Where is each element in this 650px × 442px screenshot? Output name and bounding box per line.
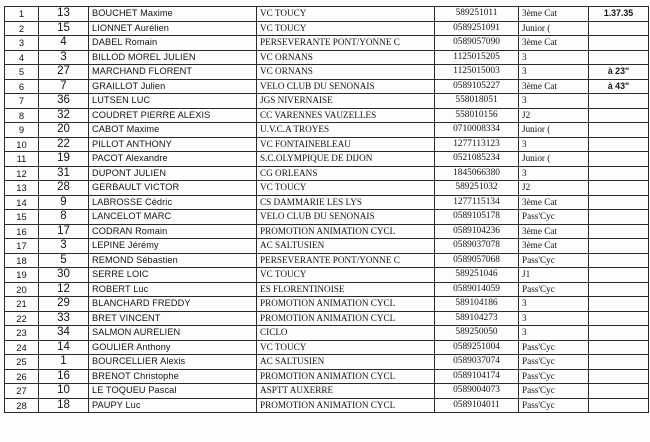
bib-number-cell: 13 — [39, 7, 89, 22]
club-cell: CICLO — [257, 326, 435, 341]
category-cell: 3ème Cat — [519, 239, 589, 254]
bib-number-cell: 3 — [39, 50, 89, 65]
club-cell: PROMOTION ANIMATION CYCL — [257, 398, 435, 413]
bib-number-cell: 15 — [39, 21, 89, 36]
club-cell: AC SALTUSIEN — [257, 355, 435, 370]
bib-number-cell: 12 — [39, 282, 89, 297]
rank-cell: 5 — [5, 65, 39, 80]
club-cell: VC TOUCY — [257, 268, 435, 283]
rank-cell: 6 — [5, 79, 39, 94]
time-gap-cell — [589, 195, 649, 210]
club-cell: VC TOUCY — [257, 21, 435, 36]
rider-name-cell: PILLOT ANTHONY — [89, 137, 257, 152]
club-cell: CC VARENNES VAUZELLES — [257, 108, 435, 123]
time-gap-cell — [589, 340, 649, 355]
table-row — [5, 108, 649, 123]
category-cell: 3 — [519, 94, 589, 109]
table-row — [5, 65, 649, 80]
category-cell: Pass'Cyc — [519, 398, 589, 413]
table-row — [5, 239, 649, 254]
rider-name-cell: DABEL Romain — [89, 36, 257, 51]
bib-number-cell: 28 — [39, 181, 89, 196]
time-gap-cell — [589, 326, 649, 341]
rank-cell: 22 — [5, 311, 39, 326]
club-cell: VELO CLUB DU SENONAIS — [257, 210, 435, 225]
club-cell: ES FLORENTINOISE — [257, 282, 435, 297]
time-gap-cell — [589, 239, 649, 254]
bib-number-cell: 32 — [39, 108, 89, 123]
rider-name-cell: LABROSSE Cédric — [89, 195, 257, 210]
rank-cell: 8 — [5, 108, 39, 123]
bib-number-cell: 3 — [39, 239, 89, 254]
table-row — [5, 195, 649, 210]
license-number-cell: 0589104236 — [435, 224, 519, 239]
license-number-cell: 0589251091 — [435, 21, 519, 36]
time-gap-cell: 1.37.35 — [589, 7, 649, 22]
license-number-cell: 558010156 — [435, 108, 519, 123]
rank-cell: 27 — [5, 384, 39, 399]
club-cell: VC ORNANS — [257, 50, 435, 65]
time-gap-cell — [589, 311, 649, 326]
license-number-cell: 0589037074 — [435, 355, 519, 370]
club-cell: PROMOTION ANIMATION CYCL — [257, 297, 435, 312]
table-row — [5, 369, 649, 384]
time-gap-cell — [589, 355, 649, 370]
bib-number-cell: 9 — [39, 195, 89, 210]
time-gap-cell — [589, 152, 649, 167]
club-cell: S.C.OLYMPIQUE DE DIJON — [257, 152, 435, 167]
license-number-cell: 1125015003 — [435, 65, 519, 80]
club-cell: VELO CLUB DU SENONAIS — [257, 79, 435, 94]
rider-name-cell: PAUPY Luc — [89, 398, 257, 413]
bib-number-cell: 7 — [39, 79, 89, 94]
bib-number-cell: 30 — [39, 268, 89, 283]
race-results-table — [4, 6, 649, 413]
club-cell: AC SALTUSIEN — [257, 239, 435, 254]
category-cell: Pass'Cyc — [519, 340, 589, 355]
category-cell: J1 — [519, 268, 589, 283]
license-number-cell: 589251046 — [435, 268, 519, 283]
category-cell: 3 — [519, 65, 589, 80]
table-row — [5, 79, 649, 94]
license-number-cell: 589250050 — [435, 326, 519, 341]
category-cell: 3ème Cat — [519, 195, 589, 210]
license-number-cell: 0589104174 — [435, 369, 519, 384]
rank-cell: 17 — [5, 239, 39, 254]
license-number-cell: 0589105227 — [435, 79, 519, 94]
rider-name-cell: LANCELOT MARC — [89, 210, 257, 225]
category-cell: J2 — [519, 108, 589, 123]
time-gap-cell — [589, 384, 649, 399]
bib-number-cell: 8 — [39, 210, 89, 225]
bib-number-cell: 10 — [39, 384, 89, 399]
rider-name-cell: LEPINE Jérémy — [89, 239, 257, 254]
category-cell: Junior ( — [519, 21, 589, 36]
time-gap-cell — [589, 210, 649, 225]
club-cell: VC TOUCY — [257, 181, 435, 196]
rank-cell: 2 — [5, 21, 39, 36]
license-number-cell: 1125015205 — [435, 50, 519, 65]
rider-name-cell: SERRE LOIC — [89, 268, 257, 283]
rider-name-cell: ROBERT Luc — [89, 282, 257, 297]
category-cell: 3 — [519, 326, 589, 341]
results-body — [5, 7, 649, 413]
club-cell: VC FONTAINEBLEAU — [257, 137, 435, 152]
category-cell: 3ème Cat — [519, 7, 589, 22]
table-row — [5, 50, 649, 65]
table-row — [5, 21, 649, 36]
club-cell: PERSEVERANTE PONT/YONNE C — [257, 36, 435, 51]
bib-number-cell: 22 — [39, 137, 89, 152]
time-gap-cell — [589, 108, 649, 123]
rank-cell: 7 — [5, 94, 39, 109]
rank-cell: 23 — [5, 326, 39, 341]
rider-name-cell: CODRAN Romain — [89, 224, 257, 239]
category-cell: Junior ( — [519, 123, 589, 138]
category-cell: 3ème Cat — [519, 224, 589, 239]
table-row — [5, 152, 649, 167]
table-row — [5, 166, 649, 181]
table-row — [5, 210, 649, 225]
rank-cell: 13 — [5, 181, 39, 196]
bib-number-cell: 1 — [39, 355, 89, 370]
time-gap-cell — [589, 369, 649, 384]
time-gap-cell — [589, 94, 649, 109]
bib-number-cell: 20 — [39, 123, 89, 138]
club-cell: JGS NIVERNAISE — [257, 94, 435, 109]
license-number-cell: 589251011 — [435, 7, 519, 22]
table-row — [5, 137, 649, 152]
club-cell: PROMOTION ANIMATION CYCL — [257, 224, 435, 239]
club-cell: CS DAMMARIE LES LYS — [257, 195, 435, 210]
category-cell: 3 — [519, 137, 589, 152]
rank-cell: 9 — [5, 123, 39, 138]
table-row — [5, 326, 649, 341]
rider-name-cell: GERBAULT VICTOR — [89, 181, 257, 196]
rank-cell: 11 — [5, 152, 39, 167]
license-number-cell: 0589037078 — [435, 239, 519, 254]
club-cell: CG ORLEANS — [257, 166, 435, 181]
club-cell: VC TOUCY — [257, 7, 435, 22]
club-cell: PROMOTION ANIMATION CYCL — [257, 369, 435, 384]
bib-number-cell: 14 — [39, 340, 89, 355]
bib-number-cell: 33 — [39, 311, 89, 326]
rank-cell: 18 — [5, 253, 39, 268]
club-cell: U.V.C.A TROYES — [257, 123, 435, 138]
time-gap-cell — [589, 166, 649, 181]
table-row — [5, 384, 649, 399]
club-cell: ASPTT AUXERRE — [257, 384, 435, 399]
table-row — [5, 123, 649, 138]
rank-cell: 4 — [5, 50, 39, 65]
rank-cell: 3 — [5, 36, 39, 51]
rank-cell: 25 — [5, 355, 39, 370]
rank-cell: 12 — [5, 166, 39, 181]
bib-number-cell: 29 — [39, 297, 89, 312]
bib-number-cell: 4 — [39, 36, 89, 51]
bib-number-cell: 18 — [39, 398, 89, 413]
bib-number-cell: 34 — [39, 326, 89, 341]
table-row — [5, 224, 649, 239]
table-row — [5, 181, 649, 196]
license-number-cell: 589104273 — [435, 311, 519, 326]
time-gap-cell — [589, 224, 649, 239]
category-cell: Junior ( — [519, 152, 589, 167]
rider-name-cell: GOULIER Anthony — [89, 340, 257, 355]
license-number-cell: 0589004073 — [435, 384, 519, 399]
rank-cell: 19 — [5, 268, 39, 283]
bib-number-cell: 19 — [39, 152, 89, 167]
rider-name-cell: LE TOQUEU Pascal — [89, 384, 257, 399]
table-row — [5, 311, 649, 326]
table-row — [5, 340, 649, 355]
bib-number-cell: 17 — [39, 224, 89, 239]
club-cell: VC TOUCY — [257, 340, 435, 355]
rider-name-cell: BRET VINCENT — [89, 311, 257, 326]
category-cell: J2 — [519, 181, 589, 196]
time-gap-cell — [589, 123, 649, 138]
rank-cell: 1 — [5, 7, 39, 22]
table-row — [5, 253, 649, 268]
time-gap-cell — [589, 21, 649, 36]
license-number-cell: 558018051 — [435, 94, 519, 109]
license-number-cell: 0589251004 — [435, 340, 519, 355]
rider-name-cell: BLANCHARD FREDDY — [89, 297, 257, 312]
table-row — [5, 398, 649, 413]
category-cell: 3 — [519, 297, 589, 312]
rank-cell: 21 — [5, 297, 39, 312]
category-cell: Pass'Cyc — [519, 369, 589, 384]
license-number-cell: 1277113123 — [435, 137, 519, 152]
rank-cell: 15 — [5, 210, 39, 225]
bib-number-cell: 36 — [39, 94, 89, 109]
rider-name-cell: LIONNET Aurélien — [89, 21, 257, 36]
time-gap-cell — [589, 181, 649, 196]
table-row — [5, 7, 649, 22]
time-gap-cell — [589, 36, 649, 51]
rider-name-cell: REMOND Sébastien — [89, 253, 257, 268]
license-number-cell: 589251032 — [435, 181, 519, 196]
license-number-cell: 589104186 — [435, 297, 519, 312]
category-cell: Pass'Cyc — [519, 253, 589, 268]
table-row — [5, 94, 649, 109]
time-gap-cell: à 23" — [589, 65, 649, 80]
time-gap-cell — [589, 137, 649, 152]
table-row — [5, 297, 649, 312]
license-number-cell: 0589057090 — [435, 36, 519, 51]
time-gap-cell — [589, 398, 649, 413]
category-cell: Pass'Cyc — [519, 210, 589, 225]
bib-number-cell: 27 — [39, 65, 89, 80]
rank-cell: 24 — [5, 340, 39, 355]
rider-name-cell: GRAILLOT Julien — [89, 79, 257, 94]
rank-cell: 16 — [5, 224, 39, 239]
table-row — [5, 282, 649, 297]
category-cell: Pass'Cyc — [519, 282, 589, 297]
license-number-cell: 0710008334 — [435, 123, 519, 138]
rank-cell: 10 — [5, 137, 39, 152]
rider-name-cell: COUDRET PIERRE ALEXIS — [89, 108, 257, 123]
category-cell: Pass'Cyc — [519, 384, 589, 399]
bib-number-cell: 16 — [39, 369, 89, 384]
license-number-cell: 1845066380 — [435, 166, 519, 181]
rider-name-cell: BOURCELLIER Alexis — [89, 355, 257, 370]
rider-name-cell: MARCHAND FLORENT — [89, 65, 257, 80]
time-gap-cell: à 43" — [589, 79, 649, 94]
rider-name-cell: DUPONT JULIEN — [89, 166, 257, 181]
time-gap-cell — [589, 50, 649, 65]
category-cell: 3ème Cat — [519, 79, 589, 94]
time-gap-cell — [589, 282, 649, 297]
license-number-cell: 0589105178 — [435, 210, 519, 225]
category-cell: Pass'Cyc — [519, 355, 589, 370]
category-cell: 3 — [519, 50, 589, 65]
category-cell: 3 — [519, 311, 589, 326]
license-number-cell: 1277115134 — [435, 195, 519, 210]
license-number-cell: 0589057068 — [435, 253, 519, 268]
rank-cell: 20 — [5, 282, 39, 297]
club-cell: VC ORNANS — [257, 65, 435, 80]
bib-number-cell: 31 — [39, 166, 89, 181]
table-row — [5, 268, 649, 283]
license-number-cell: 0589104011 — [435, 398, 519, 413]
rider-name-cell: CABOT Maxime — [89, 123, 257, 138]
table-row — [5, 36, 649, 51]
license-number-cell: 0521085234 — [435, 152, 519, 167]
license-number-cell: 0589014059 — [435, 282, 519, 297]
time-gap-cell — [589, 268, 649, 283]
club-cell: PERSEVERANTE PONT/YONNE C — [257, 253, 435, 268]
category-cell: 3ème Cat — [519, 36, 589, 51]
rank-cell: 14 — [5, 195, 39, 210]
bib-number-cell: 5 — [39, 253, 89, 268]
club-cell: PROMOTION ANIMATION CYCL — [257, 311, 435, 326]
rider-name-cell: LUTSEN LUC — [89, 94, 257, 109]
rider-name-cell: BOUCHET Maxime — [89, 7, 257, 22]
time-gap-cell — [589, 253, 649, 268]
time-gap-cell — [589, 297, 649, 312]
rank-cell: 26 — [5, 369, 39, 384]
rider-name-cell: BRENOT Christophe — [89, 369, 257, 384]
rank-cell: 28 — [5, 398, 39, 413]
table-row — [5, 355, 649, 370]
category-cell: 3 — [519, 166, 589, 181]
rider-name-cell: BILLOD MOREL JULIEN — [89, 50, 257, 65]
rider-name-cell: SALMON AURELIEN — [89, 326, 257, 341]
rider-name-cell: PACOT Alexandre — [89, 152, 257, 167]
